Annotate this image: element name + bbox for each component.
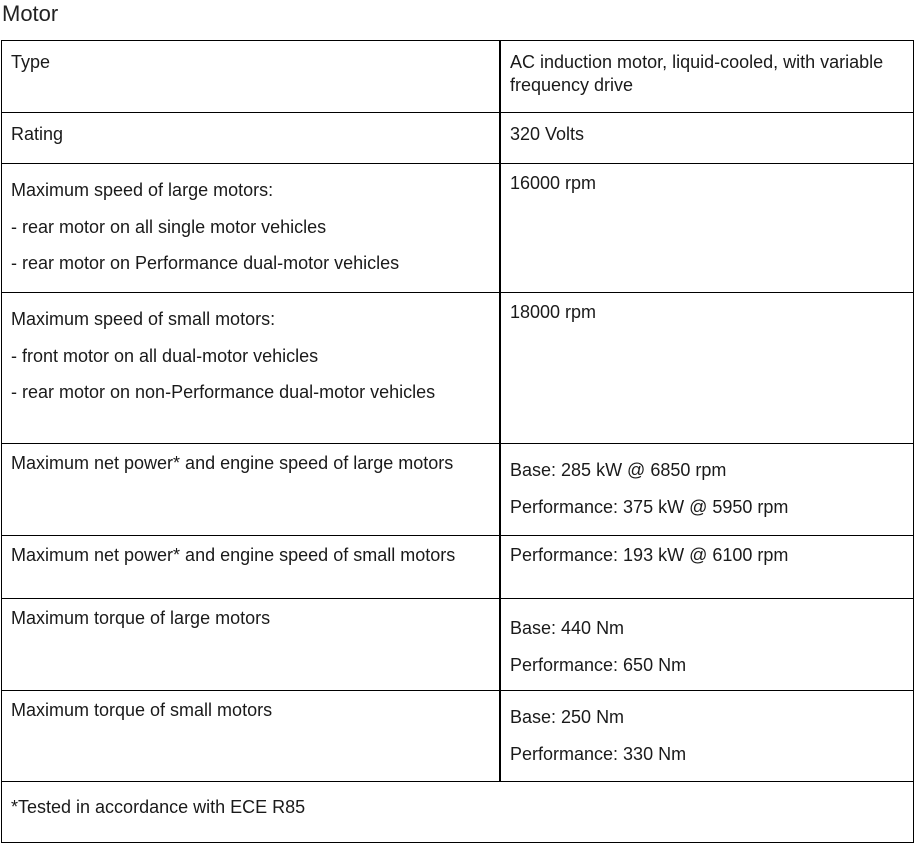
spec-value: Base: 285 kW @ 6850 rpm <box>510 460 727 480</box>
spec-label: Type <box>11 52 51 72</box>
spec-label-cell <box>2 599 501 691</box>
footnote-cell <box>2 782 914 843</box>
spec-value: AC induction motor, liquid-cooled, with variable frequency drive <box>510 52 884 95</box>
motor-spec-table <box>1 40 914 843</box>
table-row <box>2 293 914 444</box>
spec-label: Maximum torque of small motors <box>11 700 273 720</box>
spec-label-cell <box>2 536 501 599</box>
spec-value-cell <box>500 536 914 599</box>
spec-label-cell <box>2 444 501 536</box>
spec-label-cell <box>2 113 501 164</box>
footnote: *Tested in accordance with ECE R85 <box>11 797 306 817</box>
spec-value: Performance: 330 Nm <box>510 743 687 764</box>
spec-label: Maximum speed of large motors: <box>11 180 274 200</box>
table-row <box>2 113 914 164</box>
spec-subline: - rear motor on Performance dual-motor vehicles <box>11 253 400 273</box>
table-row <box>2 41 914 113</box>
page-title: Motor <box>2 1 59 26</box>
spec-subline: - front motor on all dual-motor vehicles <box>11 345 319 366</box>
table-row <box>2 444 914 536</box>
spec-subline: - rear motor on all single motor vehicles <box>11 216 327 237</box>
table-row <box>2 536 914 599</box>
spec-value-cell <box>500 113 914 164</box>
table-row <box>2 782 914 843</box>
spec-value: 320 Volts <box>510 124 585 144</box>
spec-label: Maximum net power* and engine speed of large motors <box>11 453 454 473</box>
spec-value-cell <box>500 444 914 536</box>
spec-label-cell <box>2 691 501 782</box>
table-row <box>2 164 914 293</box>
spec-label: Rating <box>11 124 64 144</box>
spec-value: Base: 440 Nm <box>510 618 625 638</box>
spec-value: Performance: 375 kW @ 5950 rpm <box>510 496 789 517</box>
spec-label: Maximum torque of large motors <box>11 608 271 628</box>
spec-label-cell <box>2 293 501 444</box>
spec-value-cell <box>500 599 914 691</box>
spec-label: Maximum speed of small motors: <box>11 309 276 329</box>
spec-label-cell <box>2 41 501 113</box>
spec-value-cell <box>500 41 914 113</box>
spec-subline: - rear motor on non-Performance dual-motor vehicles <box>11 382 436 402</box>
spec-label-cell <box>2 164 501 293</box>
spec-value: Performance: 650 Nm <box>510 654 687 675</box>
spec-value-cell <box>500 691 914 782</box>
table-row <box>2 691 914 782</box>
spec-value-cell <box>500 164 914 293</box>
table-row <box>2 599 914 691</box>
spec-value: Performance: 193 kW @ 6100 rpm <box>510 545 789 565</box>
spec-value: 18000 rpm <box>510 302 597 322</box>
spec-value: 16000 rpm <box>510 173 597 193</box>
spec-label: Maximum net power* and engine speed of small motors <box>11 545 456 565</box>
spec-value: Base: 250 Nm <box>510 707 625 727</box>
spec-value-cell <box>500 293 914 444</box>
